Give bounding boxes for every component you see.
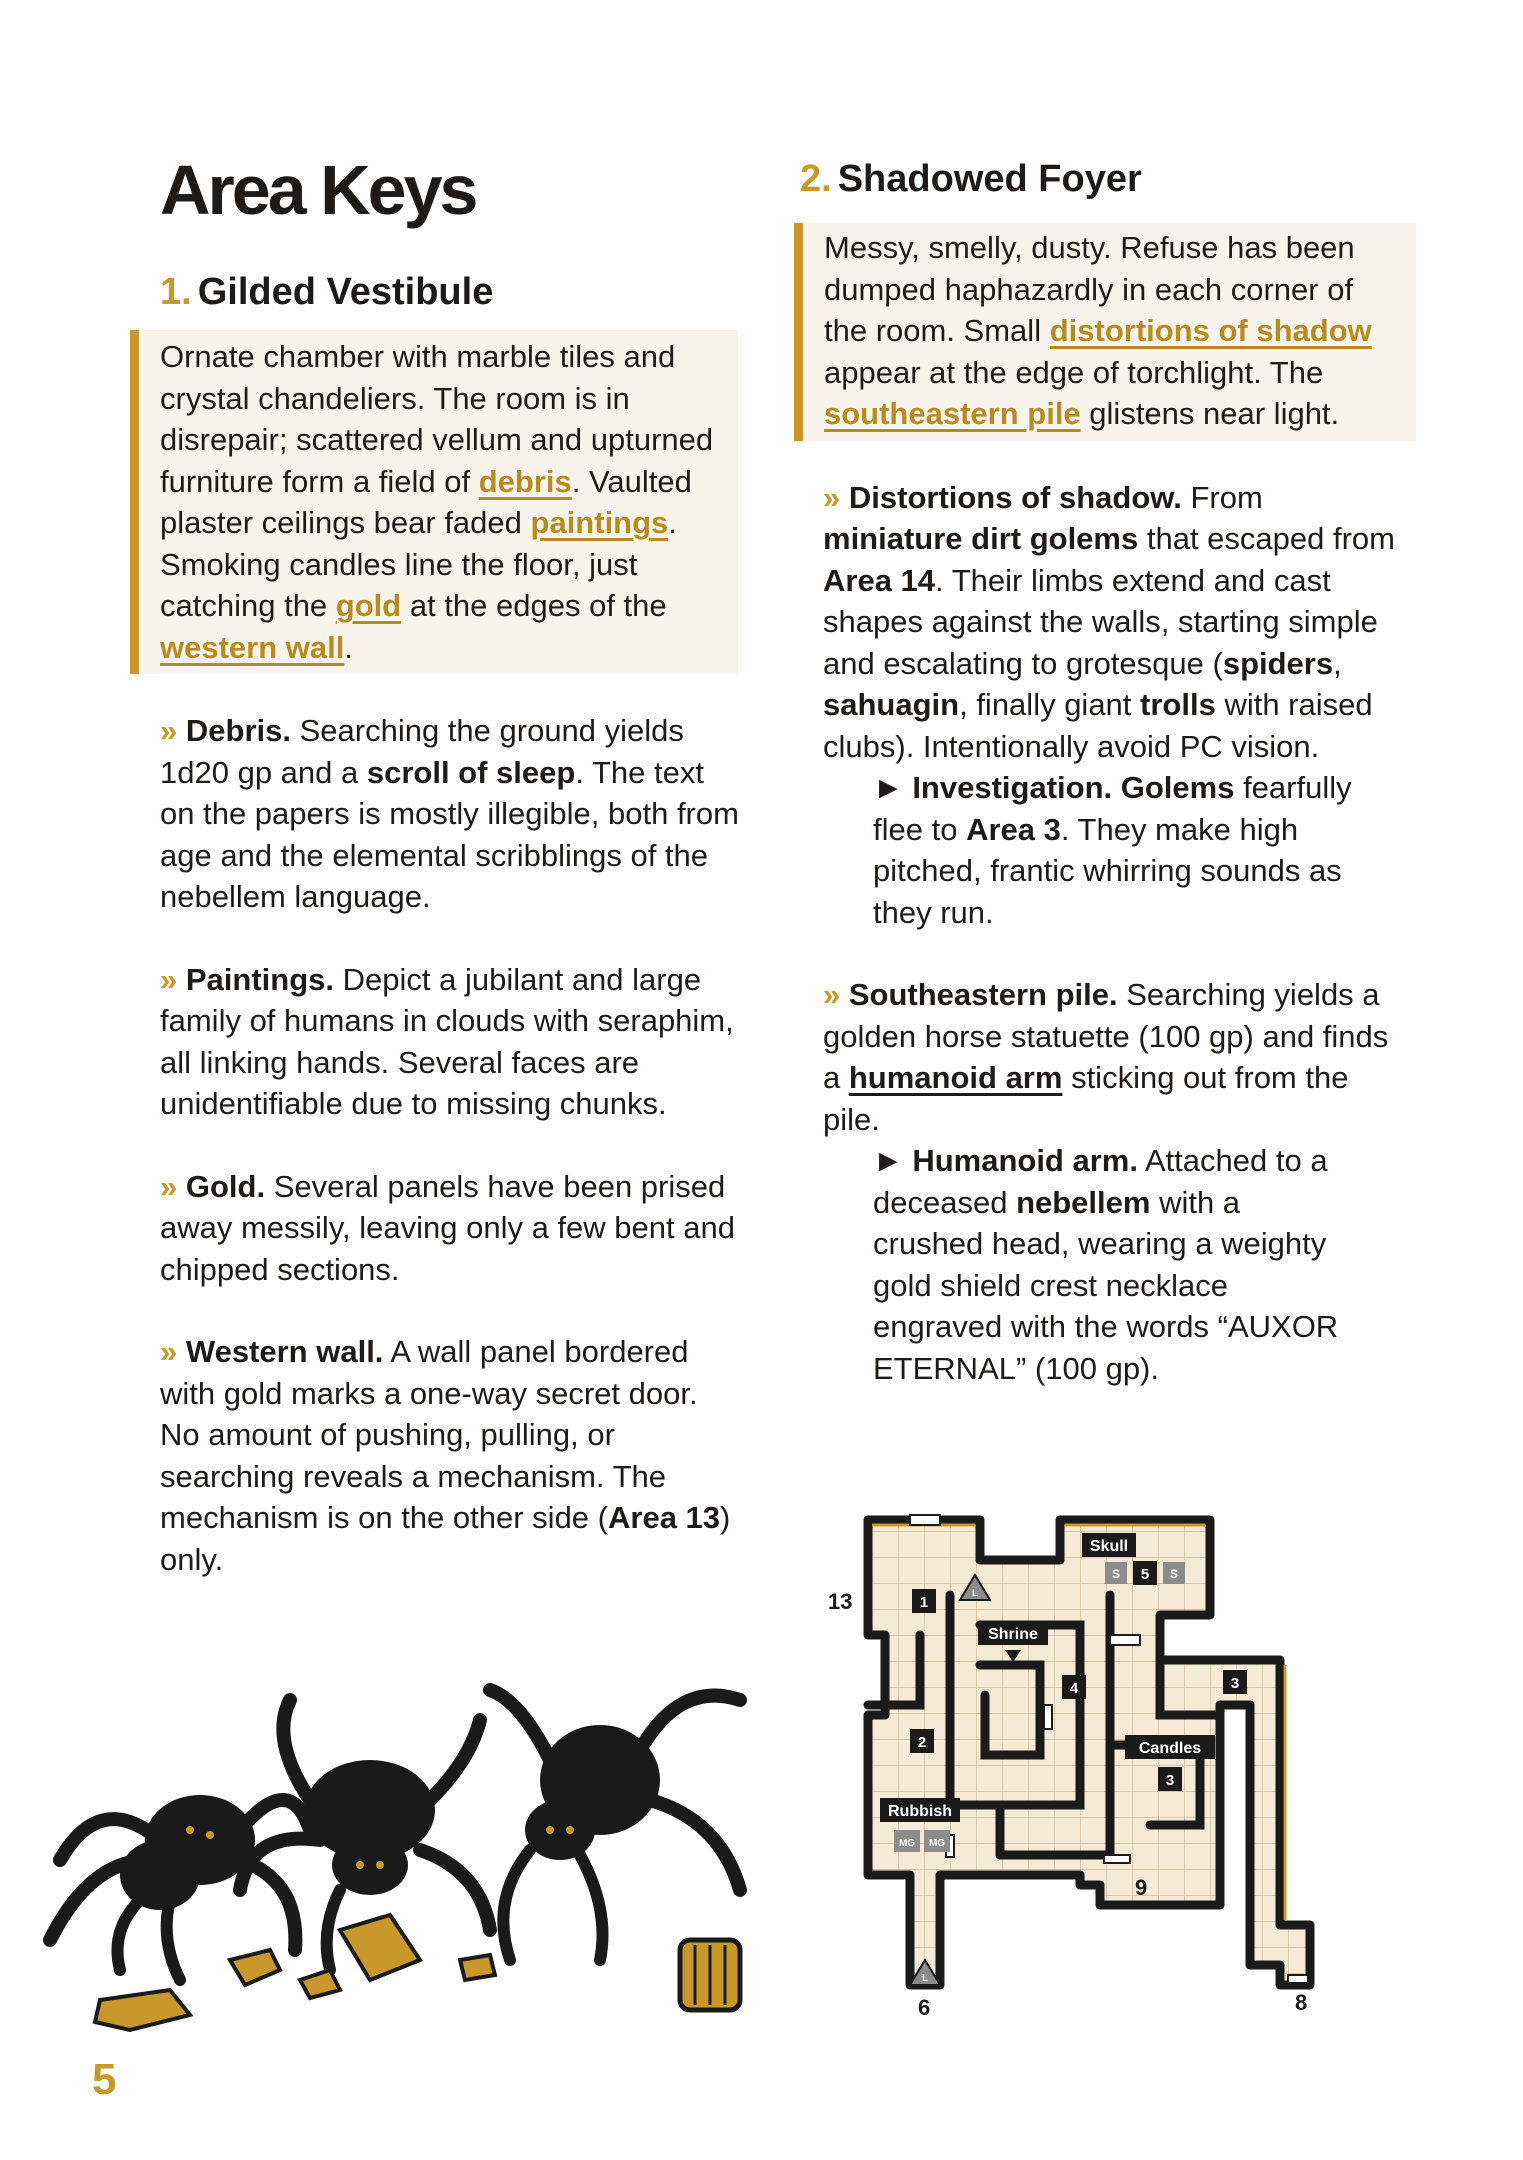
page-number: 5: [92, 2055, 117, 2104]
map-room-2: 2: [917, 1734, 927, 1751]
area2-description-box: [794, 223, 1416, 441]
area2-number: 2.: [800, 158, 832, 200]
humanoid-arm-link[interactable]: humanoid arm: [848, 1060, 1063, 1095]
area1-number: 1.: [160, 271, 192, 313]
paintings-entry: » Paintings. Depict a jubilant and large family of humans in clouds with seraphim, all linking hands. Several faces are unidentifiable due to missing chunks.: [160, 961, 734, 1121]
map-marker-l2: L: [921, 1973, 929, 1984]
map-marker-mg1: MG: [898, 1838, 916, 1849]
area2-name: Shadowed Foyer: [837, 158, 1142, 200]
area2-heading: [800, 155, 1400, 203]
investigation-entry: ► Investigation. Golems fearfully flee to Area 3. They make high pitched, frantic whirring sounds as they run.: [873, 770, 1352, 930]
dungeon-map: [820, 1505, 1360, 2035]
map-marker-s2: S: [1169, 1567, 1179, 1581]
gold-entry: » Gold. Several panels have been prised away messily, leaving only a few bent and chipped sections.: [160, 1168, 735, 1287]
southeastern-pile-entry: » Southeastern pile. Searching yields a golden horse statuette (100 gp) and finds a humanoid arm sticking out from the pile.: [823, 977, 1389, 1137]
map-exit-8: 8: [1295, 1990, 1308, 2015]
map-marker-l1: L: [971, 1588, 979, 1599]
paintings-link[interactable]: paintings: [530, 505, 669, 540]
map-room-1: 1: [919, 1594, 929, 1611]
map-label-candles: Candles: [1138, 1740, 1202, 1757]
map-room-3a: 3: [1230, 1675, 1240, 1692]
page-title: Area Keys: [160, 151, 476, 229]
map-exit-9: 9: [1135, 1875, 1148, 1900]
map-marker-mg2: MG: [928, 1838, 946, 1849]
map-label-shrine: Shrine: [988, 1626, 1038, 1643]
area1-heading: [160, 268, 740, 316]
map-marker-s1: S: [1111, 1567, 1121, 1581]
distortions-link[interactable]: distortions of shadow: [1049, 313, 1372, 348]
area1-description-box: [130, 330, 738, 674]
spider-right: [490, 1690, 740, 1960]
map-exit-13: 13: [828, 1589, 853, 1614]
humanoid-arm-entry: ► Humanoid arm. Attached to a deceased nebellem with a crushed head, wearing a weighty gold shield crest necklace engraved with the words “AUXOR ETERNAL” (100 gp).: [873, 1143, 1339, 1386]
area2-description: Messy, smelly, dusty. Refuse has been dumped haphazardly in each corner of the room. Small distortions of shadow appear at the edge of torchlight. The southeastern pile glistens near light.: [824, 230, 1372, 431]
left-column: [160, 150, 740, 1580]
southeastern-pile-link[interactable]: southeastern pile: [824, 396, 1081, 431]
rubble: [95, 1915, 740, 2030]
right-column: [800, 155, 1400, 1389]
map-label-rubbish: Rubbish: [888, 1803, 952, 1820]
distortions-entry: » Distortions of shadow. From miniature dirt golems that escaped from Area 14. Their limbs extend and cast shapes against the walls, starting simple and escalating to grotesque (spiders, sahuagin, finally giant trolls with raised clubs). Intentionally avoid PC vision.: [823, 479, 1395, 764]
debris-entry: » Debris. Searching the ground yields 1d20 gp and a scroll of sleep. The text on the papers is mostly illegible, both from age and the elemental scribblings of the nebellem language.: [160, 713, 739, 914]
map-room-4: 4: [1069, 1680, 1079, 1697]
spiders-illustration: [40, 1660, 760, 2040]
western-wall-link[interactable]: western wall: [160, 629, 345, 665]
area1-name: Gilded Vestibule: [197, 271, 494, 313]
map-exit-6: 6: [918, 1995, 931, 2020]
map-room-3b: 3: [1165, 1772, 1175, 1789]
debris-link[interactable]: debris: [478, 463, 572, 499]
western-wall-entry: » Western wall. A wall panel bordered with gold marks a one-way secret door. No amount of pushing, pulling, or searching reveals a mechanism. The mechanism is on the other side (Area 13) only.: [160, 1334, 731, 1577]
area1-description: Ornate chamber with marble tiles and crystal chandeliers. The room is in disrepair; scattered vellum and upturned furniture form a field of debris. Vaulted plaster ceilings bear faded paintings. Smoking candles line the floor, just catching the gold at the edges of the western wall.: [160, 339, 714, 665]
map-room-5: 5: [1140, 1566, 1150, 1583]
gold-link[interactable]: gold: [335, 588, 402, 623]
map-label-skull: Skull: [1089, 1538, 1129, 1555]
